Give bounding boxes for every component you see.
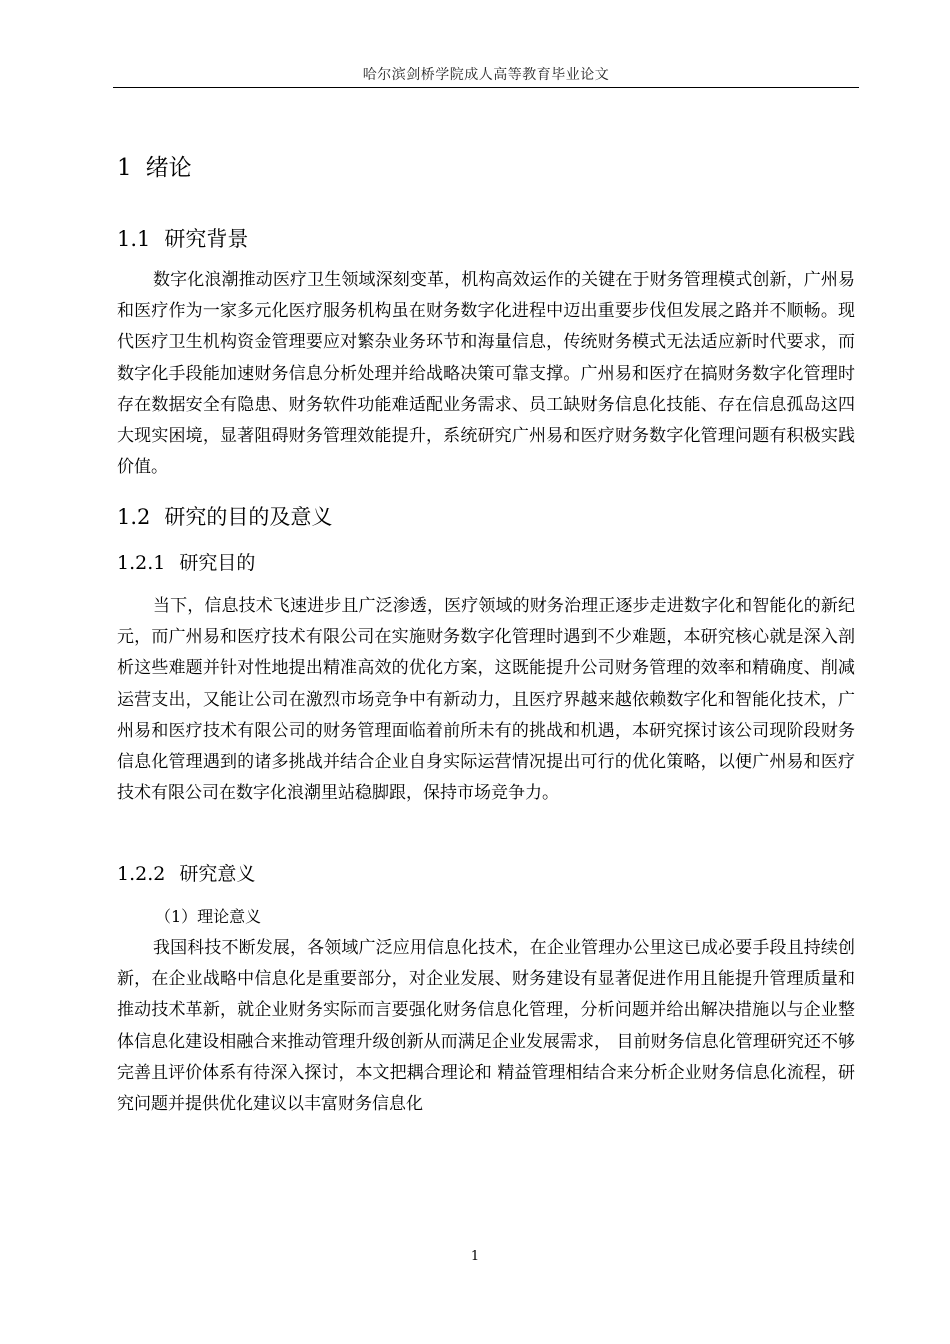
subsection-number: 1.2.1 [117, 552, 166, 574]
section-body-1-1 [117, 265, 855, 483]
header-rule [113, 87, 859, 88]
chapter-heading [117, 149, 192, 182]
subsection-title: 研究意义 [179, 863, 256, 885]
subsection-number: 1.2.2 [117, 863, 166, 885]
chapter-number: 1 [117, 155, 132, 181]
section-heading-1-1 [117, 223, 248, 253]
section-heading-1-2 [117, 501, 332, 531]
subsection-heading-1-2-2 [117, 859, 255, 886]
section-body-1-2-1 [117, 591, 855, 809]
page-number: 1 [470, 1249, 480, 1264]
sub-heading-theoretical: （1）理论意义 [155, 907, 262, 926]
section-title: 研究背景 [164, 227, 249, 251]
section-number: 1.1 [117, 227, 151, 251]
section-title: 研究的目的及意义 [164, 505, 333, 529]
paragraph: 我国科技不断发展，各领域广泛应用信息化技术，在企业管理办公里这已成必要手段且持续创新，在企业战略中信息化是重要部分，对企业发展、财务建设有显著促进作用且能提升管理质量和推动技术革新，就企业财务实际而言要强化财务信息化管理，分析问题并给出解决措施以与企业整体信息化建设相融合来推动管理升级创新从而满足企业发展需求， 目前财务信息化管理研究还不够完善且评价体系有待深入探讨，本文把耦合理论和 精益管理相结合来分析企业财务信息化流程，研究问题并提供优化建议以丰富财务信息化 [117, 938, 855, 1115]
paragraph: 当下，信息技术飞速进步且广泛渗透，医疗领域的财务治理正逐步走进数字化和智能化的新纪元，而广州易和医疗技术有限公司在实施财务数字化管理时遇到不少难题，本研究核心就是深入剖析这些难题并针对性地提出精准高效的优化方案，这既能提升公司财务管理的效率和精确度、削减运营支出，又能让公司在激烈市场竞争中有新动力，且医疗界越来越依赖数字化和智能化技术，广州易和医疗技术有限公司的财务管理面临着前所未有的挑战和机遇，本研究探讨该公司现阶段财务信息化管理遇到的诸多挑战并结合企业自身实际运营情况提出可行的优化策略，以便广州易和医疗技术有限公司在数字化浪潮里站稳脚跟，保持市场竞争力。 [117, 596, 855, 804]
section-body-1-2-2 [117, 933, 855, 1120]
paragraph: 数字化浪潮推动医疗卫生领域深刻变革，机构高效运作的关键在于财务管理模式创新，广州易和医疗作为一家多元化医疗服务机构虽在财务数字化进程中迈出重要步伐但发展之路并不顺畅。现代医疗卫生机构资金管理要应对繁杂业务环节和海量信息，传统财务模式无法适应新时代要求，而数字化手段能加速财务信息分析处理并给战略决策可靠支撑。广州易和医疗在搞财务数字化管理时存在数据安全有隐患、财务软件功能难适配业务需求、员工缺财务信息化技能、存在信息孤岛这四大现实困境，显著阻碍财务管理效能提升，系统研究广州易和医疗财务数字化管理问题有积极实践价值。 [117, 270, 855, 478]
subsection-heading-1-2-1 [117, 548, 255, 575]
running-header: 哈尔滨剑桥学院成人高等教育毕业论文 [362, 67, 610, 83]
chapter-title: 绪论 [145, 155, 192, 181]
subsection-title: 研究目的 [179, 552, 256, 574]
section-number: 1.2 [117, 505, 151, 529]
